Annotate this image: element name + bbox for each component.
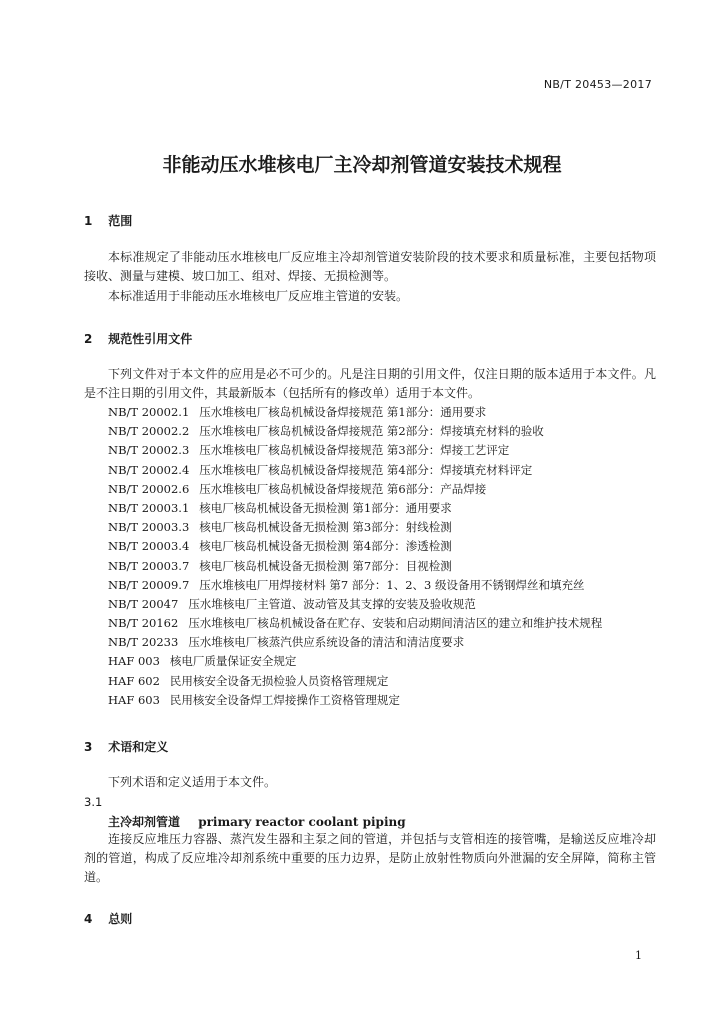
section-2-heading bbox=[84, 330, 192, 347]
reference-title: 压水堆核电厂核岛机械设备焊接规范 第3部分：焊接工艺评定 bbox=[199, 443, 510, 458]
reference-code: NB/T 20002.1 bbox=[108, 405, 190, 419]
reference-title: 压水堆核电厂核岛机械设备焊接规范 第4部分：焊接填充材料评定 bbox=[199, 462, 533, 477]
reference-item bbox=[108, 672, 668, 691]
section-title: 规范性引用文件 bbox=[108, 332, 193, 346]
reference-item bbox=[108, 633, 668, 652]
reference-item bbox=[108, 499, 668, 518]
scope-paragraph-2: 本标准适用于非能动压水堆核电厂反应堆主管道的安装。 bbox=[108, 289, 409, 303]
reference-code: HAF 003 bbox=[108, 654, 160, 669]
reference-title: 压水堆核电厂核蒸汽供应系统设备的清洁和清洁度要求 bbox=[188, 635, 465, 650]
section-number: 1 bbox=[84, 214, 93, 228]
reference-code: NB/T 20003.4 bbox=[108, 539, 190, 554]
reference-title: 压水堆核电厂核岛机械设备焊接规范 第1部分：通用要求 bbox=[199, 405, 487, 419]
section-number: 4 bbox=[84, 912, 93, 926]
reference-list bbox=[108, 403, 668, 710]
reference-code: NB/T 20002.3 bbox=[108, 443, 190, 458]
reference-item bbox=[108, 557, 668, 576]
section-3-heading bbox=[84, 738, 168, 755]
section-4-heading bbox=[84, 910, 132, 927]
standard-code: NB/T 20453—2017 bbox=[543, 78, 652, 91]
section-number: 2 bbox=[84, 332, 93, 346]
section-1-heading bbox=[84, 212, 132, 229]
references-intro: 下列文件对于本文件的应用是必不可少的。凡是注日期的引用文件，仅注日期的版本适用于本文件。凡是不注日期的引用文件，其最新版本（包括所有的修改单）适用于本文件。 bbox=[84, 367, 656, 400]
reference-code: NB/T 20002.2 bbox=[108, 424, 190, 439]
reference-item bbox=[108, 422, 668, 441]
reference-item bbox=[108, 480, 668, 499]
reference-item bbox=[108, 614, 668, 633]
reference-title: 核电厂核岛机械设备无损检测 第7部分：目视检测 bbox=[199, 558, 452, 573]
reference-title: 民用核安全设备无损检验人员资格管理规定 bbox=[169, 673, 389, 688]
reference-code: HAF 603 bbox=[108, 692, 160, 707]
reference-item bbox=[108, 576, 668, 595]
reference-code: NB/T 20003.1 bbox=[108, 500, 190, 515]
reference-item bbox=[108, 652, 668, 671]
section-title: 范围 bbox=[108, 214, 133, 228]
reference-title: 压水堆核电厂核岛机械设备在贮存、安装和启动期间清洁区的建立和维护技术规程 bbox=[188, 616, 603, 631]
reference-title: 核电厂核岛机械设备无损检测 第4部分：渗透检测 bbox=[199, 539, 452, 554]
term-number: 3.1 bbox=[84, 795, 103, 809]
term-heading bbox=[108, 813, 406, 830]
reference-code: NB/T 20002.6 bbox=[108, 481, 190, 496]
reference-code: NB/T 20233 bbox=[108, 635, 179, 650]
reference-item bbox=[108, 461, 668, 480]
term-name-en: primary reactor coolant piping bbox=[198, 815, 406, 829]
reference-item bbox=[108, 518, 668, 537]
scope-paragraph-1: 本标准规定了非能动压水堆核电厂反应堆主冷却剂管道安装阶段的技术要求和质量标准，主要包括物项接收、测量与建模、坡口加工、组对、焊接、无损检测等。 bbox=[84, 250, 656, 283]
term-name-zh: 主冷却剂管道 bbox=[108, 815, 181, 829]
section-title: 术语和定义 bbox=[108, 740, 169, 754]
reference-code: NB/T 20047 bbox=[108, 596, 179, 611]
reference-item bbox=[108, 691, 668, 710]
reference-code: NB/T 20162 bbox=[108, 616, 179, 631]
reference-item bbox=[108, 595, 668, 614]
reference-title: 核电厂核岛机械设备无损检测 第3部分：射线检测 bbox=[199, 520, 452, 535]
reference-item bbox=[108, 537, 668, 556]
section-number: 3 bbox=[84, 740, 93, 754]
reference-item bbox=[108, 441, 668, 460]
term-definition: 连接反应堆压力容器、蒸汽发生器和主泵之间的管道，并包括与支管相连的接管嘴，是输送反应堆冷却剂的管道，构成了反应堆冷却剂系统中重要的压力边界，是防止放射性物质向外泄漏的安全屏障，简称主管道。 bbox=[84, 832, 656, 884]
reference-title: 民用核安全设备焊工焊接操作工资格管理规定 bbox=[169, 692, 400, 707]
section-title: 总则 bbox=[108, 912, 133, 926]
reference-code: NB/T 20002.4 bbox=[108, 462, 190, 477]
reference-code: HAF 602 bbox=[108, 673, 160, 688]
reference-title: 核电厂质量保证安全规定 bbox=[169, 654, 297, 669]
page-number: 1 bbox=[635, 949, 642, 962]
reference-code: NB/T 20003.3 bbox=[108, 520, 190, 535]
reference-title: 压水堆核电厂用焊接材料 第7 部分：1、2、3 级设备用不锈钢焊丝和填充丝 bbox=[199, 577, 585, 592]
document-title: 非能动压水堆核电厂主冷却剂管道安装技术规程 bbox=[162, 154, 562, 176]
reference-title: 压水堆核电厂核岛机械设备焊接规范 第2部分：焊接填充材料的验收 bbox=[199, 424, 544, 439]
reference-item bbox=[108, 403, 668, 422]
reference-title: 压水堆核电厂主管道、波动管及其支撑的安装及验收规范 bbox=[188, 596, 476, 611]
reference-title: 压水堆核电厂核岛机械设备焊接规范 第6部分：产品焊接 bbox=[199, 481, 487, 496]
reference-code: NB/T 20003.7 bbox=[108, 558, 190, 573]
reference-code: NB/T 20009.7 bbox=[108, 577, 190, 592]
reference-title: 核电厂核岛机械设备无损检测 第1部分：通用要求 bbox=[199, 500, 452, 515]
terms-intro: 下列术语和定义适用于本文件。 bbox=[108, 775, 277, 789]
